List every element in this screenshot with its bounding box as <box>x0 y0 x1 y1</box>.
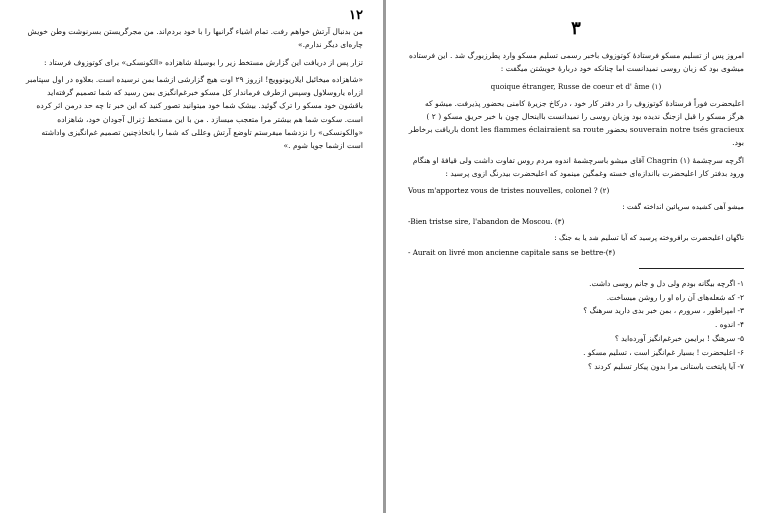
footnote: ۷- آیا پایتخت باستانی مرا بدون پیکار تسلیم کردند ؟ <box>587 361 744 371</box>
right-page <box>386 0 768 513</box>
footnote: ۵- سرهنگ ! برایمن خبرغم‌انگیز آورده‌اید ؟ <box>614 334 744 344</box>
dialogue-line: - Aurait on livré mon ancienne capitale sans se bettre-(۴) <box>408 248 616 258</box>
paragraph: اعلیحضرت فوراً فرستادۀ کوتوزوف را در دفتر کار خود ، درکاخ جزیرۀ کامنی بحضور پذیرفت. میشو که هرگز مسکو را قبل ازجنگ ندیده بود وزبان روسی را نمیدانست بااینحال چون با خبر حریق مسکو ( ۲ ) souverain notre tsés gracieux بحضور dont les flammes éclairaient sa route باریافت برخاطر بود. <box>408 98 744 148</box>
footnote: ۲- که شعله‌های آن راه او را روشن میساخت. <box>606 292 744 302</box>
paragraph: اگرچه سرچشمۀ Chagrin (۱) آقای میشو باسرچشمۀ اندوه مردم روس تفاوت داشت ولی قیافۀ او هنگام ورود بدفتر کار اعلیحضرت بااندازه‌ای خسته وغمگین مینمود که اعلیحضرت بیدرنگ ازوی پرسید : <box>412 155 744 179</box>
paragraph: «شاهزاده میخائیل ایلاریونوویچ! ازروز ۲۹ اوت هیچ گزارشی ازشما بمن نرسیده است. بعلاوه در اول سپتامبر ازراه یاروسلاول وسپس ازطرف فرماندار کل مسکو خبرغم‌انگیزی بمن رسید که شما تصمیم گرفته‌اید باقشون خود مسکو را ترک گوئید. بیشک شما خود میتوانید تصور کنید که این خبر تا چه حد درمن اثر کرده است. سکوت شما هم بیشتر مرا متعجب میسازد . من با این مستخط ژنرال آجودان خود، شاهزاده «والکونسکی» را نزدشما میفرستم تاوضع آرتش وعللی که شما را باتخاذچنین تصمیم غم‌انگیزی واداشته است ازشما جویا شوم .» <box>25 74 363 151</box>
dialogue-line: Vous m'apportez vous de tristes nouvelles, colonel ? (۲) <box>408 186 610 196</box>
footnote: ۴- اندوه . <box>715 320 744 330</box>
footnote-rule <box>639 268 744 269</box>
footnote: ۳- امپراطور ، سرورم ، بمن خبر بدی دارید سرهنگ ؟ <box>583 306 744 316</box>
paragraph: امروز پس از تسلیم مسکو فرستادۀ کوتوزوف باخبر رسمی تسلیم مسکو وارد پطرزبورگ شد . این فرستاده میشوی بود که زبان روسی نمیدانست اما چنانکه خود دربارۀ خویشتن میگفت : <box>408 51 744 74</box>
footnote: ۱- اگرچه بیگانه بودم ولی دل و جانم روسی داشت. <box>589 278 744 288</box>
left-page <box>0 0 383 513</box>
chapter-number: ۳ <box>571 18 581 39</box>
dialogue-line: میشو آهی کشیده سرپائین انداخته گفت : <box>622 201 744 211</box>
page-number: ۱۲ <box>349 8 363 23</box>
footnote: ۶- اعلیحضرت ! بسیار غم‌انگیز است ، تسلیم مسکو . <box>583 347 744 357</box>
dialogue-line: ناگهان اعلیحضرت برافروخته پرسید که آیا تسلیم شد یا به جنگ : <box>554 232 744 242</box>
french-quote: quoique étranger, Russe de coeur et d' âme (۱) <box>490 81 662 91</box>
paragraph: تزار پس از دریافت این گزارش مستخط زیر را بوسیلۀ شاهزاده «الکونسکی» برای کوتوزوف فرستاد : <box>44 57 363 67</box>
paragraph: من بدنبال آرتش خواهم رفت. تمام اشیاء گرانبها را با خود بردم‌اند. من مجرگریستن بسرنوشت وطن خویش چاره‌ای دیگر ندارم.» <box>27 27 363 50</box>
footnotes <box>408 277 744 374</box>
dialogue-line: -Bien tristse sire, l'abandon de Moscou. (۳) <box>408 217 565 227</box>
